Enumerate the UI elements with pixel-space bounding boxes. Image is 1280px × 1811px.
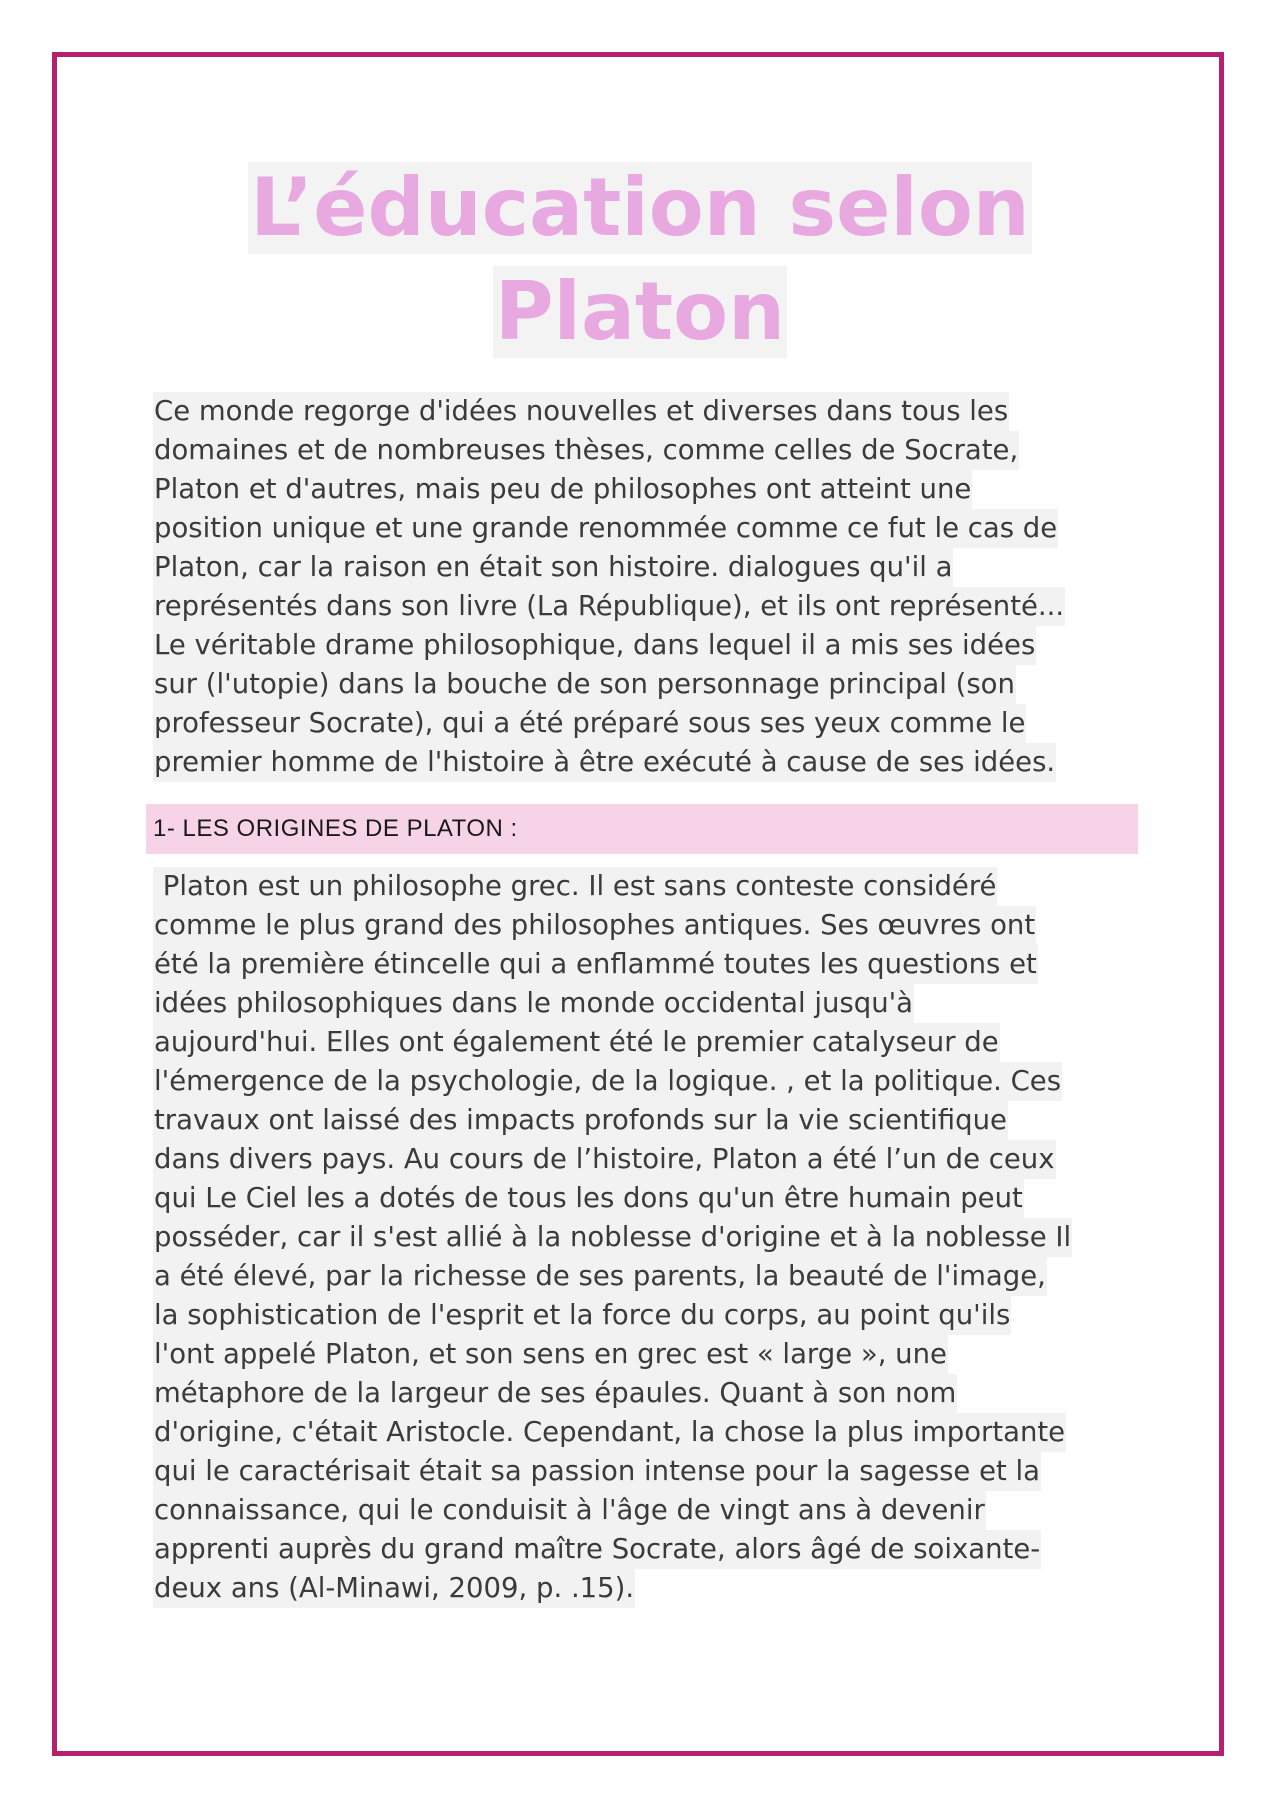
- section-line: aujourd'hui. Elles ont également été le premier catalyseur de: [153, 1023, 1000, 1062]
- intro-line: Platon et d'autres, mais peu de philosophes ont atteint une: [153, 470, 972, 509]
- title-line-2: Platon: [494, 265, 786, 358]
- intro-line: professeur Socrate), qui a été préparé sous ses yeux comme le: [153, 704, 1026, 743]
- section-line: Platon est un philosophe grec. Il est sans conteste considéré: [153, 867, 997, 906]
- section-line: la sophistication de l'esprit et la force du corps, au point qu'ils: [153, 1296, 1011, 1335]
- section-line: deux ans (Al-Minawi, 2009, p. .15).: [153, 1569, 635, 1608]
- intro-line: premier homme de l'histoire à être exécuté à cause de ses idées.: [153, 743, 1056, 782]
- section-line: qui le caractérisait était sa passion intense pour la sagesse et la: [153, 1452, 1041, 1491]
- section-line: métaphore de la largeur de ses épaules. Quant à son nom: [153, 1374, 957, 1413]
- document-title: [0, 162, 1280, 370]
- intro-line: Platon, car la raison en était son histoire. dialogues qu'il a: [153, 548, 953, 587]
- intro-line: représentés dans son livre (La République), et ils ont représenté...: [153, 587, 1065, 626]
- section-line: été la première étincelle qui a enflammé toutes les questions et: [153, 945, 1038, 984]
- section-line: travaux ont laissé des impacts profonds sur la vie scientifique: [153, 1101, 1008, 1140]
- section-heading: 1- LES ORIGINES DE PLATON :: [153, 815, 518, 842]
- section-line: l'émergence de la psychologie, de la logique. , et la politique. Ces: [153, 1062, 1062, 1101]
- intro-line: Ce monde regorge d'idées nouvelles et diverses dans tous les: [153, 392, 1009, 431]
- section-line: a été élevé, par la richesse de ses parents, la beauté de l'image,: [153, 1257, 1047, 1296]
- title-line-1: L’éducation selon: [250, 161, 1030, 254]
- section-line: qui Le Ciel les a dotés de tous les dons qu'un être humain peut: [153, 1179, 1024, 1218]
- section-line: d'origine, c'était Aristocle. Cependant, la chose la plus importante: [153, 1413, 1066, 1452]
- section-line: idées philosophiques dans le monde occidental jusqu'à: [153, 984, 914, 1023]
- intro-line: position unique et une grande renommée comme ce fut le cas de: [153, 509, 1058, 548]
- intro-line: Le véritable drame philosophique, dans lequel il a mis ses idées: [153, 626, 1036, 665]
- section-line: posséder, car il s'est allié à la noblesse d'origine et à la noblesse Il: [153, 1218, 1072, 1257]
- section-line: apprenti auprès du grand maître Socrate, alors âgé de soixante-: [153, 1530, 1041, 1569]
- intro-line: sur (l'utopie) dans la bouche de son personnage principal (son: [153, 665, 1016, 704]
- intro-line: domaines et de nombreuses thèses, comme celles de Socrate,: [153, 431, 1019, 470]
- section-line: l'ont appelé Platon, et son sens en grec est « large », une: [153, 1335, 948, 1374]
- section-line: connaissance, qui le conduisit à l'âge de vingt ans à devenir: [153, 1491, 986, 1530]
- intro-paragraph: [153, 392, 1133, 782]
- section-paragraph: [153, 867, 1143, 1608]
- section-line: dans divers pays. Au cours de l’histoire, Platon a été l’un de ceux: [153, 1140, 1056, 1179]
- section-line: comme le plus grand des philosophes antiques. Ses œuvres ont: [153, 906, 1036, 945]
